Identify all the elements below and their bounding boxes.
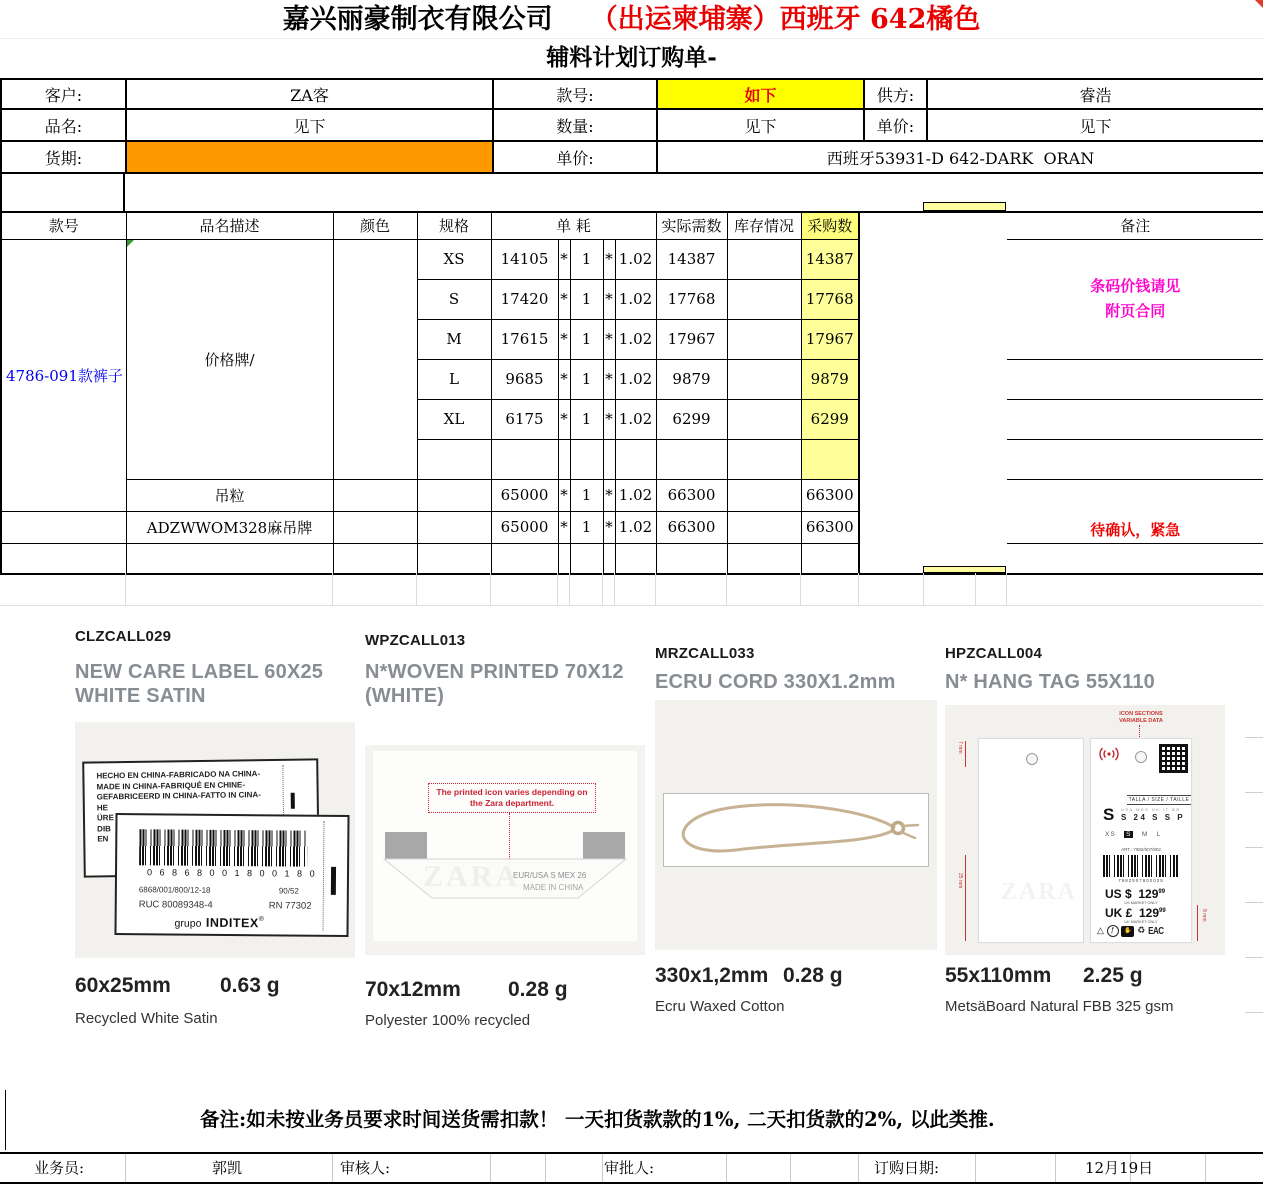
eac-mark: EAC [1148, 924, 1164, 937]
dimension-label: 8 mm [1201, 909, 1207, 922]
unitprice-cell[interactable]: 见下 [927, 109, 1263, 141]
cell-unit[interactable]: 9685 [491, 359, 558, 399]
cell-color[interactable] [333, 543, 417, 574]
cell-op[interactable]: * [558, 279, 570, 319]
care-label-back: HECHO EN CHINA-FABRICADO NA CHINA- MADE IN CHINA-FABRIQUÉ EN CHINE- GEFABRICEERD IN CHINA-FATTO IN CINA- HE ÜRE DIB EN [82, 758, 320, 877]
cell-factor[interactable]: 1.02 [615, 359, 656, 399]
cell-spec[interactable] [417, 543, 491, 574]
penalty-note-band [0, 1088, 1263, 1152]
cell-factor[interactable] [615, 439, 656, 479]
cell-factor[interactable] [615, 543, 656, 574]
product-material: Ecru Waxed Cotton [655, 998, 785, 1015]
table-row [1, 479, 1263, 511]
cell-purchase[interactable]: 14387 [801, 239, 859, 279]
table-row [1, 141, 1263, 173]
barcode-digits: 0 6 8 6 8 0 0 1 8 0 0 1 8 0 [146, 867, 318, 879]
article-number: ART.: 7982/507/802 [1121, 847, 1161, 852]
label-size-text: EUR/USA S MEX 26 [513, 871, 587, 880]
product-card-woven-label [365, 620, 645, 1040]
cell-actual[interactable]: 66300 [656, 479, 727, 511]
label-ruc: RUC 80089348-4 [138, 899, 213, 911]
table-row [1, 109, 1263, 141]
product-name: NEW CARE LABEL 60X25 WHITE SATIN [75, 661, 324, 707]
supplier-cell[interactable]: 睿浩 [927, 79, 1263, 109]
us-price: US $ $129^{99}$ [1105, 887, 1166, 901]
hang-tag-back [1090, 738, 1192, 943]
cell-spec[interactable]: S [417, 279, 491, 319]
cell-op[interactable]: * [603, 511, 615, 543]
variable-data-annotation: ICON SECTIONS VARIABLE DATA [1119, 711, 1163, 724]
cell-purchase[interactable]: 66300 [801, 511, 859, 543]
product-name: N*WOVEN PRINTED 70X12 (WHITE) [365, 661, 624, 707]
col-header-style: 款号 [1, 212, 126, 239]
gap-cell [859, 359, 924, 399]
cell-actual[interactable]: 9879 [656, 359, 727, 399]
cell-unit[interactable]: 65000 [491, 479, 558, 511]
col-header-spec: 规格 [417, 212, 491, 239]
cell-op[interactable] [603, 439, 615, 479]
product-name: ECRU CORD 330X1.2mm [655, 671, 896, 693]
delivery-cell[interactable] [126, 141, 493, 173]
fold-tab [385, 832, 427, 859]
main-size: S [1103, 805, 1115, 824]
cell-actual[interactable] [656, 439, 727, 479]
table-row [1, 79, 1263, 109]
recycle-triangle-icon: △ [1097, 925, 1104, 935]
gap-cell [859, 279, 924, 319]
product-card-care-label [75, 620, 355, 1040]
cell-unit[interactable]: 14105 [491, 239, 558, 279]
fold-tab [583, 832, 625, 859]
cell-style-no[interactable]: 4786-091款裤子 [1, 239, 126, 511]
hang-tag-front [978, 738, 1084, 943]
size-range-row: XS S M L [1105, 831, 1162, 838]
table-row [1, 239, 1263, 279]
cell-one[interactable] [570, 543, 603, 574]
hole-punch [1135, 751, 1147, 763]
gap-cell [924, 511, 1007, 543]
cell-remark[interactable] [1007, 543, 1263, 574]
delivery-label: 货期: [1, 141, 126, 173]
cell-op[interactable] [558, 543, 570, 574]
cell-one[interactable]: 1 [570, 319, 603, 359]
product-image-cord [655, 700, 937, 950]
order-info-table [0, 78, 1263, 174]
penalty-note: 备注:如未按业务员要求时间送货需扣款！ 一天扣货款款的1%, 二天扣货款的2%, 以此类推. [200, 1108, 995, 1131]
salesperson-label: 业务员: [34, 1159, 85, 1177]
approver-label: 审批人: [604, 1159, 655, 1177]
label-rn: RN 77302 [268, 900, 312, 912]
price-label: 单价: [493, 141, 657, 173]
customer-label: 客户: [1, 79, 126, 109]
cell-op[interactable]: * [603, 359, 615, 399]
cell-op[interactable]: * [603, 399, 615, 439]
dimension-label: 7 mm [957, 741, 963, 754]
cell-stock[interactable] [727, 543, 801, 574]
cell-remark[interactable] [1007, 439, 1263, 479]
perforation-line [323, 821, 325, 931]
unitprice-label: 单价: [864, 109, 927, 141]
gap-cell [859, 439, 924, 479]
cell-color[interactable] [333, 239, 417, 479]
cell-one[interactable]: 1 [570, 359, 603, 399]
qty-cell[interactable]: 见下 [657, 109, 864, 141]
product-cell[interactable]: 见下 [126, 109, 493, 141]
gap-cell [859, 543, 924, 574]
product-name: N* HANG TAG 55X110 [945, 671, 1155, 693]
cell-spec[interactable] [417, 439, 491, 479]
remark-line: 条码价钱请见 [1090, 277, 1181, 296]
table-row [1, 543, 1263, 574]
qr-code [1159, 744, 1188, 773]
label-ref: 6868/001/800/12-18 [138, 885, 211, 895]
product-material: Recycled White Satin [75, 1010, 218, 1027]
price-value-cell[interactable]: 西班牙53931-D 642-DARK ORAN [657, 141, 1263, 173]
col-header-color: 颜色 [333, 212, 417, 239]
cell-stock[interactable] [727, 319, 801, 359]
cell-one[interactable]: 1 [570, 511, 603, 543]
gap-cell [924, 479, 1007, 511]
cell-spec[interactable]: M [417, 319, 491, 359]
cell-stock[interactable] [727, 359, 801, 399]
comment-marker-icon [1255, 0, 1263, 8]
cell-color[interactable] [333, 479, 417, 511]
cell-factor[interactable]: 1.02 [615, 279, 656, 319]
cell-purchase[interactable]: 9879 [801, 359, 859, 399]
cell-unit[interactable]: 6175 [491, 399, 558, 439]
cell-op[interactable] [603, 543, 615, 574]
col-header-consumption: 单 耗 [491, 212, 656, 239]
empty-gridlines [0, 573, 1263, 606]
cell-spec[interactable]: XL [417, 399, 491, 439]
cell-desc[interactable] [126, 543, 333, 574]
cell-op[interactable]: * [558, 359, 570, 399]
product-card-cord [655, 620, 935, 1040]
cell-spec[interactable] [417, 511, 491, 543]
cord-photo-frame [663, 793, 929, 867]
form-title: 辅料计划订购单- [546, 44, 717, 71]
cell-stock[interactable] [727, 479, 801, 511]
gap-cell [859, 212, 924, 239]
cell-factor[interactable]: 1.02 [615, 239, 656, 279]
cell-purchase[interactable]: 66300 [801, 479, 859, 511]
cell-desc[interactable]: ADZWWOM328麻吊牌 [126, 511, 333, 543]
care-icons [1097, 925, 1164, 937]
cell-op[interactable] [558, 439, 570, 479]
cell-desc-price-tag[interactable]: 价格牌/ [126, 239, 333, 479]
zara-watermark: ZARA [423, 860, 521, 893]
product-image-care-label [75, 722, 355, 958]
excel-error-marker-icon [127, 240, 134, 247]
style-value-cell[interactable]: 如下 [657, 79, 864, 109]
barcode [1103, 855, 1179, 877]
supplier-label: 供方: [864, 79, 927, 109]
rfid-icon [1097, 745, 1121, 765]
cell-unit[interactable] [491, 439, 558, 479]
col-header-desc: 品名描述 [126, 212, 333, 239]
product-dimensions: 60x25mm 0.63 g [75, 974, 280, 997]
col-header-stock: 库存情况 [727, 212, 801, 239]
cell-unit[interactable]: 17615 [491, 319, 558, 359]
cell-op[interactable]: * [558, 319, 570, 359]
style-label: 款号: [493, 79, 657, 109]
product-dimensions: 330x1,2mm 0.28 g [655, 964, 843, 987]
cell-remark[interactable] [1007, 399, 1263, 439]
uk-price: UK £ $129^{99}$ [1105, 906, 1166, 920]
recycle-pap-icon: ♻ [1137, 925, 1146, 935]
cell-one[interactable]: 1 [570, 479, 603, 511]
signature-footer [0, 1152, 1263, 1184]
salesperson-value[interactable]: 郭凯 [212, 1159, 243, 1177]
order-date-value[interactable]: 12月19日 [1085, 1159, 1154, 1177]
cell-remark-barcode-note[interactable] [1007, 239, 1263, 359]
cell-purchase[interactable]: 6299 [801, 399, 859, 439]
cell-actual[interactable]: 17967 [656, 319, 727, 359]
qty-label: 数量: [493, 109, 657, 141]
circled-f-icon: ƒ [1107, 925, 1119, 937]
cell-remark-urgent[interactable]: 待确认，紧急 [1007, 479, 1263, 543]
cell-op[interactable]: * [558, 239, 570, 279]
product-code: CLZCALL029 [75, 628, 172, 645]
cell-unit[interactable]: 17420 [491, 279, 558, 319]
sewing-mark [331, 867, 336, 895]
cell-op[interactable]: * [558, 399, 570, 439]
inditex-brand: grupo INDITEX® [174, 915, 264, 931]
empty-cell-stub [0, 173, 125, 211]
cell-actual[interactable]: 66300 [656, 511, 727, 543]
gap-cell [924, 359, 1007, 399]
sewing-mark [291, 793, 295, 809]
cell-factor[interactable]: 1.02 [615, 319, 656, 359]
hole-punch [1026, 753, 1038, 765]
col-header-actual: 实际需数 [656, 212, 727, 239]
page-title [0, 0, 1263, 39]
gap-cell [924, 543, 1007, 574]
cell-actual[interactable] [656, 543, 727, 574]
cell-actual[interactable]: 14387 [656, 239, 727, 279]
shipment-title: （出运柬埔寨）西班牙 642橘色 [590, 4, 981, 35]
cell-style-no[interactable] [1, 511, 126, 543]
product-image-hang-tag [945, 705, 1225, 955]
cell-op[interactable]: * [558, 479, 570, 511]
uk-market-note: UK MARKET ONLY [1124, 920, 1158, 924]
cell-stock[interactable] [727, 399, 801, 439]
gap-cell [924, 439, 1007, 479]
remark-line: 附页合同 [1105, 302, 1166, 320]
product-label: 品名: [1, 109, 126, 141]
product-code: HPZCALL004 [945, 645, 1043, 662]
cell-purchase[interactable] [801, 439, 859, 479]
barcode-digits: 7982507802025 [1118, 878, 1164, 883]
label-origin-text: MADE IN CHINA [523, 883, 584, 892]
reviewer-label: 审核人: [340, 1159, 391, 1177]
gap-cell [924, 239, 1007, 279]
size-values: S 24 S S P [1121, 813, 1186, 822]
gap-cell [924, 212, 1007, 239]
cell-spec[interactable] [417, 479, 491, 511]
company-name: 嘉兴丽豪制衣有限公司 [282, 4, 553, 35]
product-dimensions: 70x12mm 0.28 g [365, 978, 568, 1001]
cell-factor[interactable]: 1.02 [615, 399, 656, 439]
col-header-purchase: 采购数 [801, 212, 859, 239]
gap-cell [859, 511, 924, 543]
cell-factor[interactable]: 1.02 [615, 479, 656, 511]
gap-cell [859, 239, 924, 279]
header-row [1, 212, 1263, 239]
cell-stock[interactable] [727, 239, 801, 279]
gap-cell [859, 319, 924, 359]
highlight-cell-top[interactable] [923, 202, 1006, 211]
product-card-hang-tag [945, 620, 1225, 1040]
cell-op[interactable]: * [603, 239, 615, 279]
col-header-remark: 备注 [1007, 212, 1263, 239]
cell-purchase[interactable] [801, 543, 859, 574]
cell-remark[interactable] [1007, 359, 1263, 399]
barcode [139, 829, 307, 866]
cell-op[interactable]: * [603, 279, 615, 319]
product-image-woven-label [365, 745, 645, 955]
cell-spec[interactable]: L [417, 359, 491, 399]
product-code: MRZCALL033 [655, 645, 755, 662]
black-care-box-icon: ✋ [1121, 926, 1134, 937]
order-date-label: 订购日期: [874, 1159, 940, 1177]
cell-desc[interactable]: 吊粒 [126, 479, 333, 511]
cell-op[interactable]: * [603, 319, 615, 359]
material-order-table [0, 211, 1263, 575]
cell-op[interactable]: * [603, 479, 615, 511]
label-lot: 90/52 [278, 886, 299, 896]
cell-one[interactable]: 1 [570, 279, 603, 319]
cell-purchase[interactable]: 17768 [801, 279, 859, 319]
gap-cell [924, 399, 1007, 439]
size-country-labels: USA MEX UK IT BR [1121, 807, 1181, 812]
gap-cell [859, 479, 924, 511]
dimension-label: 25 mm [957, 873, 963, 889]
cell-stock[interactable] [727, 511, 801, 543]
cell-one[interactable] [570, 439, 603, 479]
cord-loop [664, 794, 928, 866]
cell-unit[interactable] [491, 543, 558, 574]
cell-purchase[interactable]: 17967 [801, 319, 859, 359]
cell-spec[interactable]: XS [417, 239, 491, 279]
us-market-note: US MARKET ONLY [1124, 901, 1158, 905]
care-label-front [114, 813, 349, 937]
cell-stock[interactable] [727, 279, 801, 319]
gap-cell [859, 399, 924, 439]
gap-cell [924, 279, 1007, 319]
product-code: WPZCALL013 [365, 632, 466, 649]
cell-actual[interactable]: 17768 [656, 279, 727, 319]
cell-actual[interactable]: 6299 [656, 399, 727, 439]
gap-cell [924, 319, 1007, 359]
cell-stock[interactable] [727, 439, 801, 479]
product-dimensions: 55x110mm 2.25 g [945, 964, 1143, 987]
cell-color[interactable] [333, 511, 417, 543]
zara-watermark: ZARA [1001, 879, 1078, 905]
cell-factor[interactable]: 1.02 [615, 511, 656, 543]
customer-cell[interactable]: ZA客 [126, 79, 493, 109]
product-material: MetsäBoard Natural FBB 325 gsm [945, 998, 1174, 1015]
product-material: Polyester 100% recycled [365, 1012, 531, 1029]
cell-style-no[interactable] [1, 543, 126, 574]
cell-one[interactable]: 1 [570, 399, 603, 439]
cell-one[interactable]: 1 [570, 239, 603, 279]
cell-op[interactable]: * [558, 511, 570, 543]
cell-unit[interactable]: 65000 [491, 511, 558, 543]
printed-icon-note: The printed icon varies depending on the Zara department. [428, 783, 596, 813]
size-header: TALLA / SIZE / TAILLE [1128, 797, 1190, 803]
